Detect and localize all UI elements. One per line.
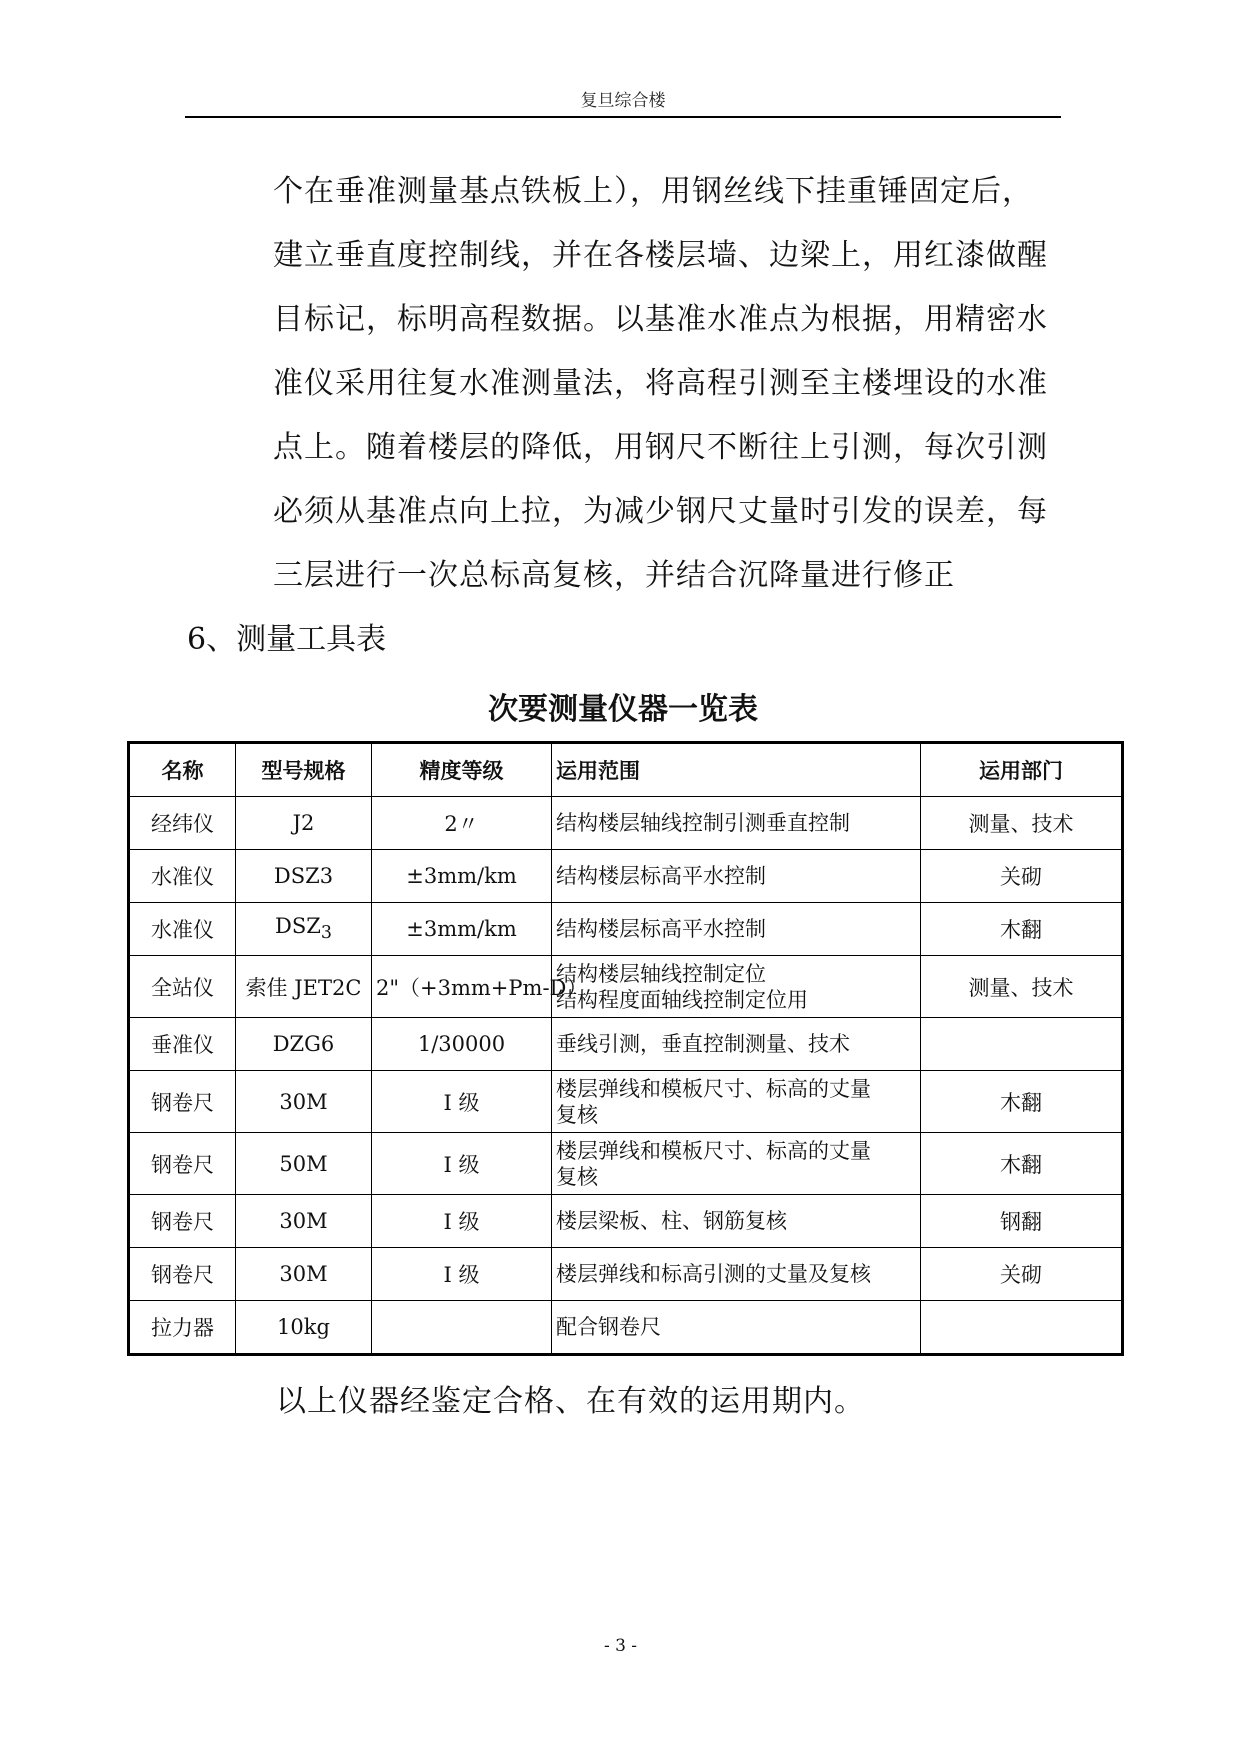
header-scope: 运用范围: [552, 743, 921, 797]
cell-dept: 钢翻: [921, 1195, 1123, 1248]
body-paragraph: [273, 160, 1073, 608]
cell-scope: [552, 1248, 921, 1301]
cell-name: 水准仪: [129, 903, 236, 956]
paragraph-line: 三层进行一次总标高复核，并结合沉降量进行修正: [273, 558, 955, 593]
cell-dept: 木翻: [921, 1071, 1123, 1133]
cell-scope-line: 结构楼层轴线控制定位: [556, 961, 766, 986]
cell-accuracy: 1/30000: [372, 1018, 552, 1071]
cell-model-text: DSZ: [275, 914, 321, 939]
cell-scope: [552, 1301, 921, 1355]
header-rule: [185, 116, 1061, 118]
cell-name: 钢卷尺: [129, 1195, 236, 1248]
cell-name: 钢卷尺: [129, 1133, 236, 1195]
table-row: [129, 1195, 1123, 1248]
cell-scope-line: 楼层弹线和模板尺寸、标高的丈量: [556, 1076, 871, 1101]
cell-model: 30M: [236, 1071, 372, 1133]
cell-scope: [552, 903, 921, 956]
section-heading: 6、测量工具表: [187, 622, 387, 657]
cell-scope: [552, 1195, 921, 1248]
cell-accuracy: 2〃: [372, 797, 552, 850]
cell-name: 钢卷尺: [129, 1248, 236, 1301]
cell-name: 经纬仪: [129, 797, 236, 850]
header-accuracy: 精度等级: [372, 743, 552, 797]
table-row: [129, 1301, 1123, 1355]
cell-dept: [921, 1018, 1123, 1071]
cell-model: 30M: [236, 1195, 372, 1248]
paragraph-line: 准仪采用往复水准测量法，将高程引测至主楼埋设的水准: [273, 366, 1048, 401]
table-row: [129, 1248, 1123, 1301]
cell-name: 拉力器: [129, 1301, 236, 1355]
cell-scope-line: 结构程度面轴线控制定位用: [556, 987, 808, 1012]
cell-model: 30M: [236, 1248, 372, 1301]
table-row: [129, 956, 1123, 1018]
cell-scope-line: 结构楼层标高平水控制: [556, 864, 766, 888]
paragraph-line: 建立垂直度控制线，并在各楼层墙、边梁上，用红漆做醒: [273, 238, 1048, 273]
header-name: 名称: [129, 743, 236, 797]
cell-model: DZG6: [236, 1018, 372, 1071]
cell-accuracy: I 级: [372, 1248, 552, 1301]
cell-model: DSZ3: [236, 850, 372, 903]
cell-dept: 木翻: [921, 1133, 1123, 1195]
cell-scope-line: 楼层弹线和标高引测的丈量及复核: [556, 1262, 871, 1286]
cell-name: 垂准仪: [129, 1018, 236, 1071]
cell-scope-line: 结构楼层轴线控制引测垂直控制: [556, 811, 850, 835]
instrument-table: [127, 741, 1124, 1356]
cell-dept: 测量、技术: [921, 956, 1123, 1018]
cell-name: 全站仪: [129, 956, 236, 1018]
cell-dept: 木翻: [921, 903, 1123, 956]
cell-name: 钢卷尺: [129, 1071, 236, 1133]
cell-scope: [552, 1018, 921, 1071]
paragraph-line: 个在垂准测量基点铁板上），用钢丝线下挂重锤固定后，: [273, 174, 1033, 209]
table-row: [129, 1071, 1123, 1133]
cell-scope: [552, 1133, 921, 1195]
cell-scope: [552, 850, 921, 903]
cell-accuracy: ±3mm/km: [372, 903, 552, 956]
cell-scope: [552, 1071, 921, 1133]
table-header-row: [129, 743, 1123, 797]
header-dept: 运用部门: [921, 743, 1123, 797]
cell-accuracy: I 级: [372, 1071, 552, 1133]
cell-scope-line: 垂线引测，垂直控制测量、技术: [556, 1032, 850, 1056]
cell-accuracy: I 级: [372, 1133, 552, 1195]
cell-scope: [552, 956, 921, 1018]
cell-scope-line: 结构楼层标高平水控制: [556, 917, 766, 941]
table-row: [129, 1133, 1123, 1195]
cell-accuracy: I 级: [372, 1195, 552, 1248]
table-row: [129, 850, 1123, 903]
cell-model: [236, 903, 372, 956]
table-body: [129, 797, 1123, 1355]
header-model: 型号规格: [236, 743, 372, 797]
cell-scope-line: 配合钢卷尺: [556, 1315, 661, 1339]
cell-model: 50M: [236, 1133, 372, 1195]
cell-accuracy: 2"（+3mm+Pm-D）: [372, 956, 552, 1018]
cell-scope-line: 楼层弹线和模板尺寸、标高的丈量: [556, 1138, 871, 1163]
cell-model: J2: [236, 797, 372, 850]
cell-dept: 测量、技术: [921, 797, 1123, 850]
table-row: [129, 797, 1123, 850]
page-number: - 3 -: [603, 1636, 638, 1656]
cell-dept: [921, 1301, 1123, 1355]
paragraph-line: 目标记，标明高程数据。以基准水准点为根据，用精密水: [273, 302, 1048, 337]
cell-dept: 关砌: [921, 850, 1123, 903]
cell-model: 10kg: [236, 1301, 372, 1355]
cell-model: 索佳 JET2C: [236, 956, 372, 1018]
cell-dept: 关砌: [921, 1248, 1123, 1301]
paragraph-line: 必须从基准点向上拉，为减少钢尺丈量时引发的误差，每: [273, 494, 1048, 529]
table-title: 次要测量仪器一览表: [488, 692, 758, 727]
closing-text: 以上仪器经鉴定合格、在有效的运用期内。: [276, 1384, 865, 1419]
table-row: [129, 1018, 1123, 1071]
page-header: 复旦综合楼: [580, 91, 666, 111]
cell-name: 水准仪: [129, 850, 236, 903]
cell-accuracy: ±3mm/km: [372, 850, 552, 903]
cell-scope: [552, 797, 921, 850]
paragraph-line: 点上。随着楼层的降低，用钢尺不断往上引测，每次引测: [273, 430, 1048, 465]
cell-scope-line: 楼层梁板、柱、钢筋复核: [556, 1209, 787, 1233]
cell-model-subscript: 3: [320, 923, 332, 944]
cell-accuracy: [372, 1301, 552, 1355]
table-row: [129, 903, 1123, 956]
cell-scope-line: 复核: [556, 1102, 598, 1127]
cell-scope-line: 复核: [556, 1164, 598, 1189]
